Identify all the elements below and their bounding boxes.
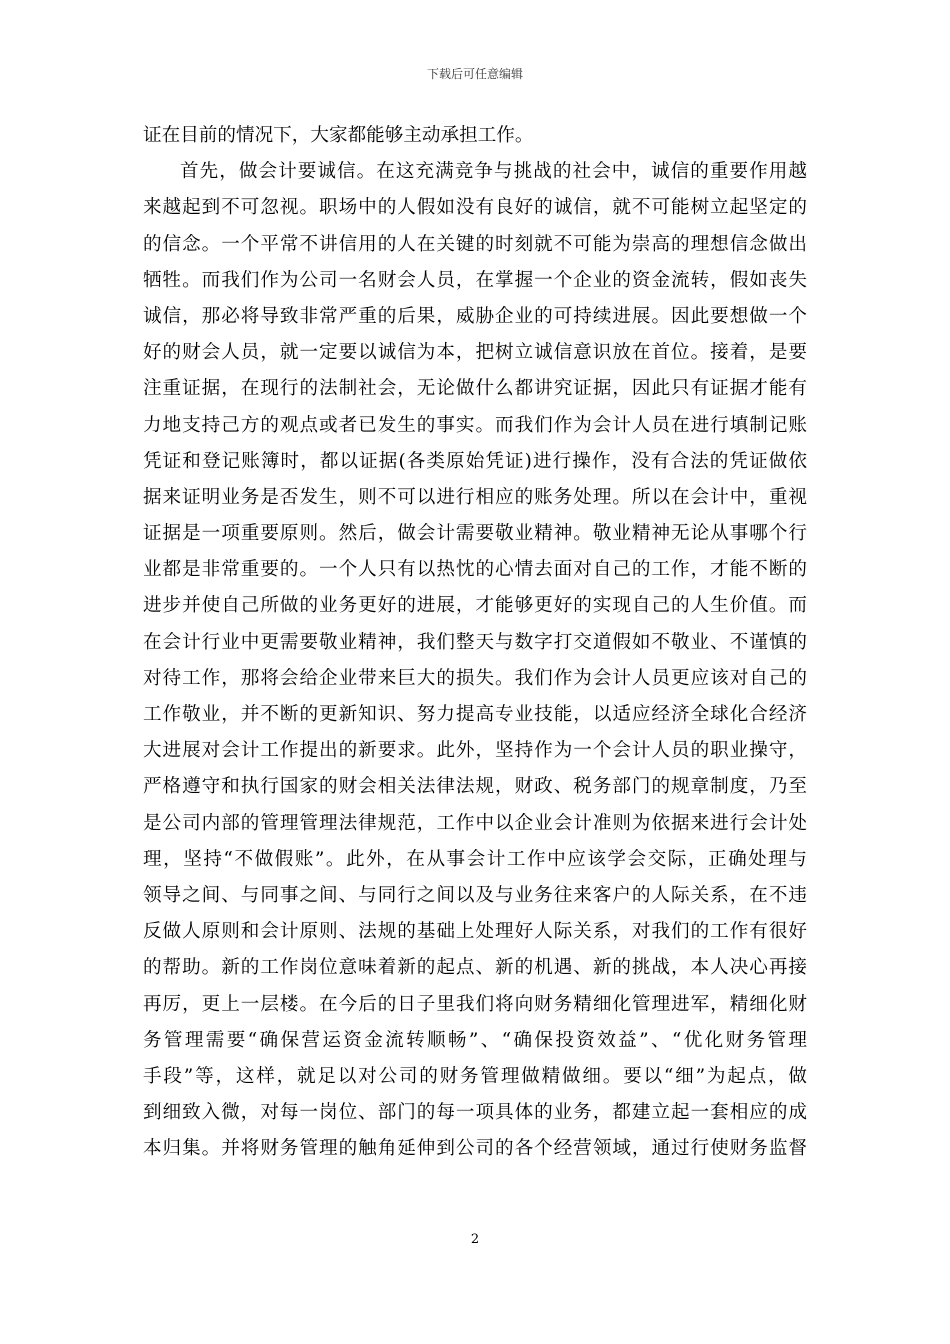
text-line: 凭证和登记账簿时，都以证据(各类原始凭证)进行操作，没有合法的凭证做依 <box>143 450 807 472</box>
page-header: 下载后可任意编辑 <box>426 67 523 81</box>
text-line: 诚信，那必将导致非常严重的后果，威胁企业的可持续进展。因此要想做一个 <box>143 305 807 327</box>
text-line: 理，坚持“不做假账”。此外，在从事会计工作中应该学会交际，正确处理与 <box>143 848 807 870</box>
text-line: 的信念。一个平常不讲信用的人在关键的时刻就不可能为崇高的理想信念做出 <box>143 233 807 255</box>
text-line: 领导之间、与同事之间、与同行之间以及与业务往来客户的人际关系，在不违 <box>143 884 807 906</box>
body-text <box>143 118 807 1167</box>
text-line: 注重证据，在现行的法制社会，无论做什么都讲究证据，因此只有证据才能有 <box>143 378 807 400</box>
text-line: 证据是一项重要原则。然后，做会计需要敬业精神。敬业精神无论从事哪个行 <box>143 523 807 545</box>
text-line: 在会计行业中更需要敬业精神，我们整天与数字打交道假如不敬业、不谨慎的 <box>143 631 807 653</box>
text-line: 业都是非常重要的。一个人只有以热忱的心情去面对自己的工作，才能不断的 <box>143 559 807 581</box>
text-line: 进步并使自己所做的业务更好的进展，才能够更好的实现自己的人生价值。而 <box>143 595 807 617</box>
text-line: 大进展对会计工作提出的新要求。此外，坚持作为一个会计人员的职业操守， <box>143 740 807 762</box>
text-line: 对待工作，那将会给企业带来巨大的损失。我们作为会计人员更应该对自己的 <box>143 667 807 689</box>
text-line: 严格遵守和执行国家的财会相关法律法规，财政、税务部门的规章制度，乃至 <box>143 776 807 798</box>
text-line: 力地支持己方的观点或者已发生的事实。而我们作为会计人员在进行填制记账 <box>143 414 807 436</box>
text-line: 来越起到不可忽视。职场中的人假如没有良好的诚信，就不可能树立起坚定的 <box>143 197 807 219</box>
text-line: 本归集。并将财务管理的触角延伸到公司的各个经营领域，通过行使财务监督 <box>143 1138 807 1160</box>
paragraph-first-line: 首先，做会计要诚信。在这充满竞争与挑战的社会中，诚信的重要作用越 <box>180 161 807 183</box>
text-line: 到细致入微，对每一岗位、部门的每一项具体的业务，都建立起一套相应的成 <box>143 1102 807 1124</box>
page-number: 2 <box>470 1232 480 1247</box>
text-line: 的帮助。新的工作岗位意味着新的起点、新的机遇、新的挑战，本人决心再接 <box>143 957 807 979</box>
text-line: 据来证明业务是否发生，则不可以进行相应的账务处理。所以在会计中，重视 <box>143 486 807 508</box>
text-line: 反做人原则和会计原则、法规的基础上处理好人际关系，对我们的工作有很好 <box>143 921 807 943</box>
text-line: 证在目前的情况下，大家都能够主动承担工作。 <box>143 125 534 146</box>
text-line: 是公司内部的管理管理法律规范，工作中以企业会计准则为依据来进行会计处 <box>143 812 807 834</box>
text-line: 务管理需要“确保营运资金流转顺畅”、“确保投资效益”、“优化财务管理 <box>143 1029 807 1051</box>
text-line: 手段”等，这样，就足以对公司的财务管理做精做细。要以“细”为起点，做 <box>143 1065 807 1087</box>
text-line: 再厉，更上一层楼。在今后的日子里我们将向财务精细化管理进军，精细化财 <box>143 993 807 1015</box>
text-line: 牺牲。而我们作为公司一名财会人员，在掌握一个企业的资金流转，假如丧失 <box>143 269 807 291</box>
text-line: 工作敬业，并不断的更新知识、努力提高专业技能，以适应经济全球化合经济 <box>143 704 807 725</box>
text-line: 好的财会人员，就一定要以诚信为本，把树立诚信意识放在首位。接着，是要 <box>143 342 807 364</box>
